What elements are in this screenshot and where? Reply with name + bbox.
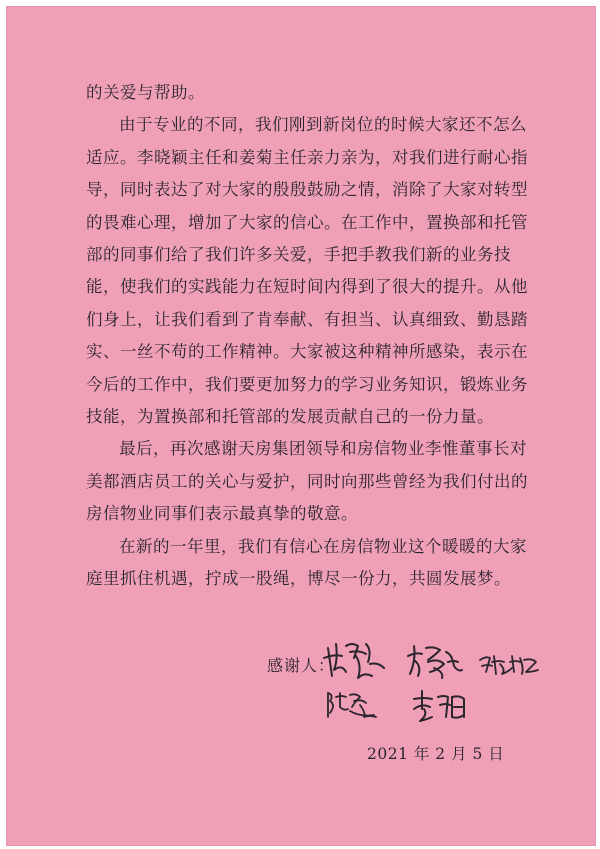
paragraph-new-year: 在新的一年里，我们有信心在房信物业这个暖暖的大家庭里抓住机遇，拧成一股绳，博尽一份力，共圆发展梦。 (86, 536, 527, 589)
signature-label: 感谢人： (267, 656, 336, 675)
paragraph-continuation: 的关爱与帮助。 (86, 83, 205, 102)
letter-page (6, 6, 596, 846)
letter-date: 2021 年 2 月 5 日 (367, 745, 505, 763)
handwritten-signature-2 (404, 642, 464, 682)
handwritten-signature-4 (324, 689, 378, 721)
letter-body (86, 77, 534, 596)
handwritten-signature-1 (322, 636, 388, 684)
handwritten-signature-3 (478, 650, 540, 678)
paragraph-thanks: 最后，再次感谢天房集团领导和房信物业李惟董事长对美都酒店员工的关心与爱护，同时向那些曾经为我们付出的房信物业同事们表示最真挚的敬意。 (86, 439, 528, 524)
handwritten-signature-5 (410, 689, 466, 725)
paragraph-adaptation: 由于专业的不同，我们刚到新岗位的时候大家还不怎么适应。李晓颖主任和姜菊主任亲力亲为，对我们进行耐心指导，同时表达了对大家的殷殷鼓励之情，消除了大家对转型的畏难心理，增加了大家的信心。在工作中，置换部和托管部的同事们给了我们许多关爱，手把手教我们新的业务技能，使我们的实践能力在短时间内得到了很大的提升。从他们身上，让我们看到了肯奉献、有担当、认真细致、勤恳踏实、一丝不苟的工作精神。大家被这种精神所感染，表示在今后的工作中，我们要更加努力的学习业务知识，锻炼业务技能，为置换部和托管部的发展贡献自己的一份力量。 (86, 115, 528, 427)
